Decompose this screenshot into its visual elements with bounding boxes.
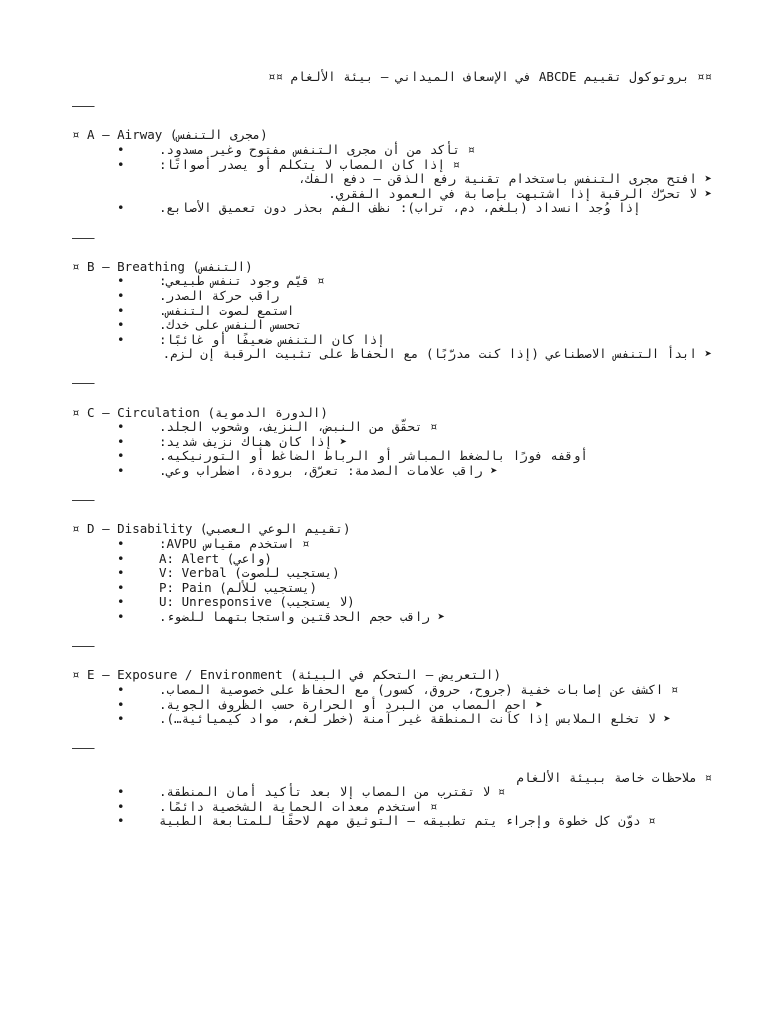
list-item-text: ➤ احمِ المصاب من البرد أو الحرارة حسب الظروف الجوية. [159, 696, 543, 712]
list-item [72, 785, 712, 800]
list-item-text: A: Alert (واعي) [159, 550, 272, 566]
bullet-icon: • [117, 711, 125, 727]
divider: ——— [72, 638, 95, 654]
bullet-icon: • [117, 419, 125, 435]
divider: ——— [72, 375, 95, 391]
list-item-text: تحسس النفس على خدك. [159, 317, 302, 333]
bullet-icon: • [117, 681, 125, 697]
list-item-text: ¤ دوّن كل خطوة وإجراء يتم تطبيقه – التوثيق مهم لاحقًا للمتابعة الطبية [159, 813, 656, 829]
document-body [72, 70, 712, 829]
list-item [72, 464, 712, 479]
list-item-text: استمع لصوت التنفس. [159, 302, 295, 318]
section-heading: ¤ C – Circulation (الدورة الدموية) [72, 404, 328, 420]
list-item-text: أوقفه فورًا بالضغط المباشر أو الرباط الضاغط أو التورنيكيه. [159, 448, 588, 464]
list-item [72, 712, 712, 727]
bullet-icon: • [117, 141, 125, 157]
list-item-text: U: Unresponsive (لا يستجيب) [159, 594, 355, 610]
bullet-icon: • [117, 302, 125, 318]
document-title: ¤¤ بروتوكول تقييم ABCDE في الإسعاف الميداني – بيئة الألغام ¤¤ [267, 69, 712, 84]
list-item-text: ¤ لا تقترب من المصاب إلا بعد تأكيد أمان المنطقة. [159, 784, 506, 800]
list-item [72, 289, 712, 304]
list-item [72, 449, 712, 464]
list-item [72, 333, 712, 348]
bullet-icon: • [117, 594, 125, 610]
divider: ——— [72, 492, 95, 508]
list-item-text: إذا وُجد انسداد (بلغم، دم، تراب): نظف الفم بحذر دون تعميق الأصابع. [159, 200, 641, 216]
list-item [72, 420, 712, 435]
list-item-text: ➤ لا تخلع الملابس إذا كانت المنطقة غير آمنة (خطر لغم، مواد كيميائية…). [159, 711, 671, 727]
bullet-icon: • [117, 798, 125, 814]
arrow-item: ➤ افتح مجرى التنفس باستخدام تقنية رفع الذقن – دفع الفك، [298, 171, 712, 187]
list-item [72, 683, 712, 698]
list-item [72, 566, 712, 581]
section-heading: ¤ ملاحظات خاصة ببيئة الألغام [516, 769, 712, 785]
divider: ——— [72, 229, 95, 245]
list-item [72, 698, 712, 713]
list-item-text: P: Pain (يستجيب للألم) [159, 579, 318, 595]
bullet-icon: • [117, 536, 125, 551]
list-item [72, 595, 712, 610]
list-item [72, 158, 712, 173]
bullet-icon: • [117, 579, 125, 595]
list-item-text: ➤ راقب حجم الحدقتين واستجابتهما للضوء. [159, 608, 445, 624]
list-item [72, 552, 712, 567]
list-item [72, 318, 712, 333]
arrow-item: ➤ لا تحرّك الرقبة إذا اشتبهت بإصابة في العمود الفقري. [328, 185, 712, 201]
bullet-icon: • [117, 448, 125, 464]
bullet-icon: • [117, 433, 125, 449]
list-item-text: ¤ تحقّق من النبض، النزيف، وشحوب الجلد. [159, 419, 438, 435]
bullet-icon: • [117, 608, 125, 624]
bullet-icon: • [117, 784, 125, 800]
list-item-text: ¤ تأكد من أن مجرى التنفس مفتوح وغير مسدود. [159, 141, 476, 157]
arrow-item: ➤ ابدأ التنفس الاصطناعي (إذا كنت مدرّبًا) مع الحفاظ على تثبيت الرقبة إن لزم. [162, 346, 712, 362]
list-item [72, 201, 712, 216]
bullet-icon: • [117, 696, 125, 712]
bullet-icon: • [117, 550, 125, 566]
list-item-text: راقب حركة الصدر. [159, 287, 280, 303]
list-item [72, 537, 712, 552]
list-item-text: ¤ استخدم مقياس AVPU: [159, 536, 310, 551]
section-heading: ¤ B – Breathing (التنفس) [72, 258, 253, 274]
section-heading: ¤ A – Airway (مجرى التنفس) [72, 127, 268, 143]
list-item [72, 581, 712, 596]
list-item-text: V: Verbal (يستجيب للصوت) [159, 565, 340, 581]
list-item-text: ➤ راقب علامات الصدمة: تعرّق، برودة، اضطراب وعي. [159, 463, 498, 479]
list-item-text: ¤ قيّم وجود تنفس طبيعي: [159, 273, 325, 289]
sections [72, 128, 712, 829]
list-item-text: ¤ إذا كان المصاب لا يتكلم أو يصدر أصواتًا: [159, 156, 461, 172]
bullet-icon: • [117, 273, 125, 289]
list-item [72, 304, 712, 319]
list-item [72, 610, 712, 625]
list-item-text: إذا كان التنفس ضعيفًا أو غائبًا: [159, 331, 385, 347]
list-item [72, 814, 712, 829]
list-item-text: ¤ اكشف عن إصابات خفية (جروح، حروق، كسور) مع الحفاظ على خصوصية المصاب. [159, 681, 679, 697]
section-heading: ¤ D – Disability (تقييم الوعي العصبي) [72, 521, 351, 537]
bullet-icon: • [117, 287, 125, 303]
bullet-icon: • [117, 813, 125, 829]
list-item [72, 143, 712, 158]
list-item-text: ➤ إذا كان هناك نزيف شديد: [159, 433, 348, 449]
bullet-icon: • [117, 200, 125, 216]
bullet-icon: • [117, 317, 125, 333]
bullet-icon: • [117, 565, 125, 581]
bullet-icon: • [117, 156, 125, 172]
section-heading: ¤ E – Exposure / Environment (التعريض – التحكم في البيئة) [72, 667, 501, 683]
divider: ——— [72, 740, 95, 756]
bullet-icon: • [117, 463, 125, 479]
bullet-icon: • [117, 331, 125, 347]
divider: ——— [72, 98, 95, 114]
list-item-text: ¤ استخدم معدات الحماية الشخصية دائمًا. [159, 798, 438, 814]
list-item [72, 274, 712, 289]
